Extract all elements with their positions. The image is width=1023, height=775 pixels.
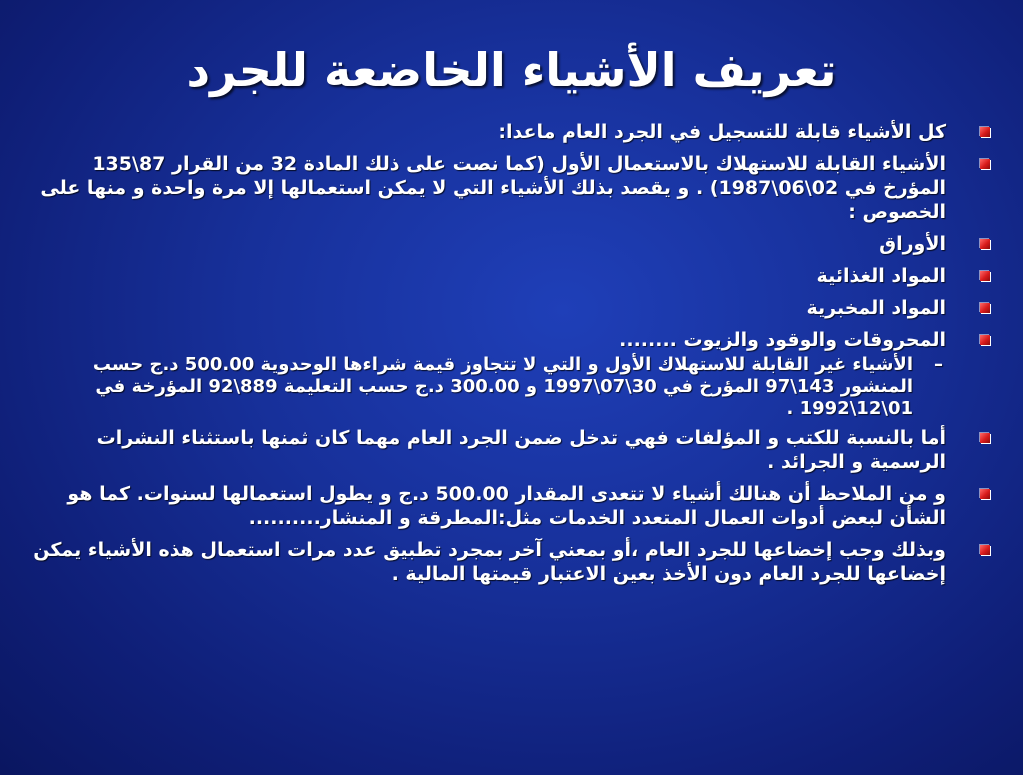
- list-item: [30, 426, 968, 474]
- list-item: [30, 482, 968, 530]
- list-item-text: و من الملاحظ أن هنالك أشياء لا تتعدى المقدار 500.00 د.ج و يطول استعمالها لسنوات. كما هو الشأن لبعض أدوات العمال المتعدد الخدمات مثل:المطرقة و المنشار..........: [67, 483, 946, 529]
- list-item: [30, 328, 968, 352]
- sub-list-item-text: الأشياء غير القابلة للاستهلاك الأول و التي لا تتجاوز قيمة شراءها الوحدوية 500.00 د.ج حسب المنشور 143\97 المؤرخ في 30\07\1997 و 300.00 د.ج حسب التعليمة 889\92 المؤرخة في 01\12\1992 .: [92, 354, 913, 419]
- square-bullet-icon: [980, 335, 990, 345]
- list-item: [30, 264, 968, 288]
- list-item-text: المواد المخبرية: [806, 297, 946, 319]
- list-item-text: المحروقات والوقود والزيوت ........: [619, 329, 946, 351]
- dash-bullet: –: [934, 354, 943, 375]
- square-bullet-icon: [980, 303, 990, 313]
- square-bullet-icon: [980, 489, 990, 499]
- list-item: [30, 296, 968, 320]
- list-item-text: الأوراق: [879, 233, 946, 255]
- sub-list-item: [30, 354, 968, 420]
- list-item: [30, 232, 968, 256]
- list-item: [30, 538, 968, 586]
- list-item-text: أما بالنسبة للكتب و المؤلفات فهي تدخل ضمن الجرد العام مهما كان ثمنها باستثناء النشرات الرسمية و الجرائد .: [96, 427, 946, 473]
- square-bullet-icon: [980, 271, 990, 281]
- square-bullet-icon: [980, 545, 990, 555]
- list-item: [30, 152, 968, 224]
- slide-title: تعريف الأشياء الخاضعة للجرد: [186, 43, 837, 97]
- square-bullet-icon: [980, 239, 990, 249]
- list-item: [30, 120, 968, 144]
- square-bullet-icon: [980, 127, 990, 137]
- list-item-text: كل الأشياء قابلة للتسجيل في الجرد العام ماعدا:: [498, 121, 946, 143]
- bullet-list: [30, 120, 968, 594]
- list-item-text: المواد الغذائية: [816, 265, 946, 287]
- square-bullet-icon: [980, 433, 990, 443]
- square-bullet-icon: [980, 159, 990, 169]
- list-item-text: وبذلك وجب إخضاعها للجرد العام ،أو بمعني آخر بمجرد تطبيق عدد مرات استعمال هذه الأشياء يمكن إخضاعها للجرد العام دون الأخذ بعين الاعتبار قيمتها المالية .: [33, 539, 946, 585]
- list-item-text: الأشياء القابلة للاستهلاك بالاستعمال الأول (كما نصت على ذلك المادة 32 من القرار 87\135 المؤرخ في 02\06\1987) . و يقصد بذلك الأشياء التي لا يمكن استعمالها إلا مرة واحدة و منها على الخصوص :: [40, 153, 946, 223]
